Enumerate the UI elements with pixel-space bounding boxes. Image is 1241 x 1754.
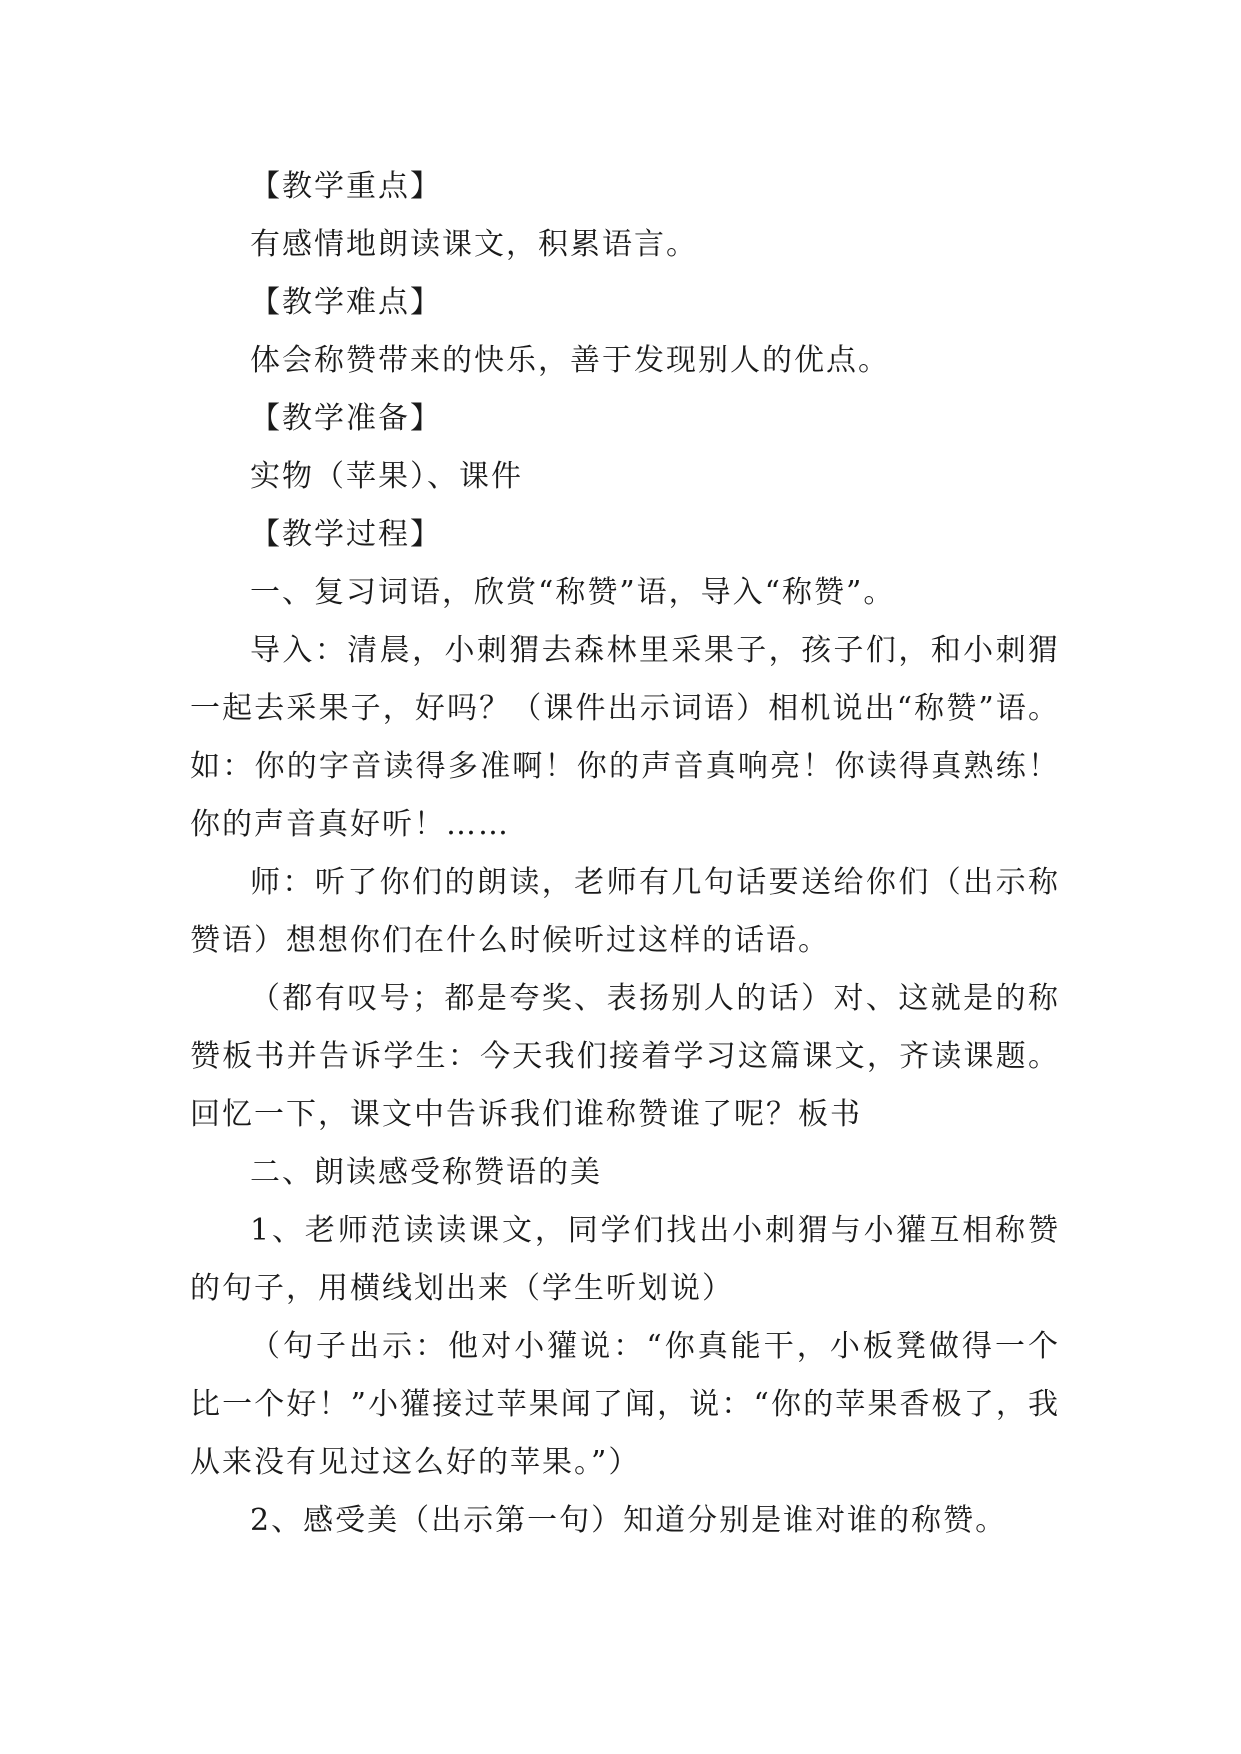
section-heading: 二、朗读感受称赞语的美 (250, 1155, 602, 1190)
document-body (190, 158, 1060, 1550)
heading-teaching-process: 【教学过程】 (250, 517, 442, 552)
heading-teaching-difficulty: 【教学难点】 (250, 285, 442, 320)
section-heading: 一、复习词语，欣赏“称赞”语，导入“称赞”。 (250, 575, 896, 610)
paragraph: 体会称赞带来的快乐，善于发现别人的优点。 (250, 343, 890, 378)
paragraph: 2、感受美（出示第一句）知道分别是谁对谁的称赞。 (250, 1503, 1008, 1538)
paragraph: 实物（苹果）、课件 (250, 459, 523, 494)
paragraph: （都有叹号；都是夸奖、表扬别人的话）对、这就是的称赞板书并告诉学生：今天我们接着学习这篇课文，齐读课题。回忆一下，课文中告诉我们谁称赞谁了呢？板书 (190, 981, 1060, 1132)
heading-teaching-preparation: 【教学准备】 (250, 401, 442, 436)
paragraph: 师：听了你们的朗读，老师有几句话要送给你们（出示称赞语）想想你们在什么时候听过这样的话语。 (190, 865, 1060, 958)
paragraph: （句子出示：他对小獾说：“你真能干，小板凳做得一个比一个好！”小獾接过苹果闻了闻，说：“你的苹果香极了，我从来没有见过这么好的苹果。”） (190, 1329, 1060, 1480)
heading-teaching-focus: 【教学重点】 (250, 169, 442, 204)
paragraph: 导入：清晨，小刺猬去森林里采果子，孩子们，和小刺猬一起去采果子，好吗？（课件出示词语）相机说出“称赞”语。如：你的字音读得多准啊！你的声音真响亮！你读得真熟练！你的声音真好听！…… (190, 633, 1060, 842)
paragraph: 有感情地朗读课文，积累语言。 (250, 227, 698, 262)
paragraph: 1、老师范读读课文，同学们找出小刺猬与小獾互相称赞的句子，用横线划出来（学生听划说） (190, 1213, 1060, 1306)
